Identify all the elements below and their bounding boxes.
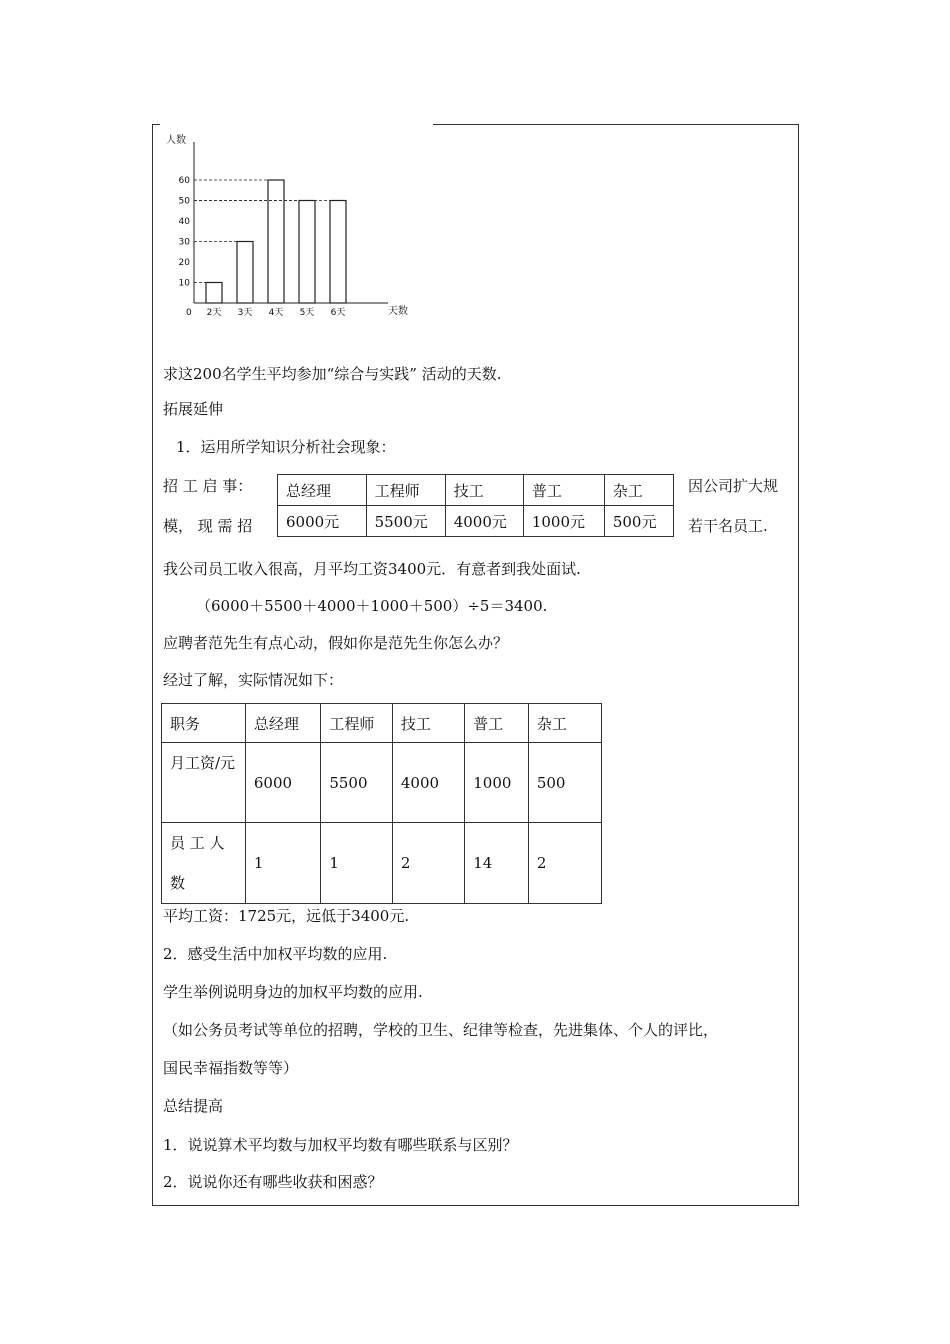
table-cell: 1000元 (523, 506, 604, 537)
y-tick-label: 20 (178, 258, 190, 268)
table-cell: 总经理 (278, 475, 367, 506)
table-cell: 4000 (392, 743, 464, 823)
bar (268, 180, 284, 303)
y-tick-label: 50 (178, 196, 190, 207)
table-row (162, 743, 602, 823)
claim-text: 我公司员工收入很高，月平均工资3400元．有意者到我处面试. (163, 560, 581, 578)
ad-salary-table (277, 474, 674, 537)
table-cell (162, 823, 246, 904)
paren-line-2: 国民幸福指数等等） (163, 1059, 299, 1077)
ad-right-2: 若干名员工. (688, 517, 768, 535)
table-cell: 1000 (465, 743, 529, 823)
table-cell: 1 (321, 823, 393, 904)
bar (299, 201, 315, 304)
question-text: 求这200名学生平均参加“综合与实践” 活动的天数. (163, 365, 502, 383)
frame-top-border (433, 124, 798, 125)
table-cell (162, 743, 246, 823)
table-cell: 6000 (245, 743, 320, 823)
table-cell: 2 (528, 823, 601, 904)
origin-label: 0 (186, 308, 192, 318)
section-heading-extend: 拓展延伸 (163, 400, 224, 418)
table-cell: 500元 (604, 506, 673, 537)
applicant-text: 应聘者范先生有点心动，假如你是范先生你怎么办？ (163, 634, 509, 652)
x-tick-label: 2天 (206, 308, 222, 318)
table-cell: 14 (465, 823, 529, 904)
table-cell: 技工 (445, 475, 523, 506)
y-tick-label: 60 (178, 176, 190, 186)
actual-text: 经过了解，实际情况如下： (163, 671, 344, 689)
table-cell: 杂工 (528, 704, 601, 743)
y-tick-label: 30 (178, 237, 190, 248)
table-row (162, 823, 602, 904)
table-cell: 职务 (162, 704, 246, 743)
section-heading-summary: 总结提高 (163, 1097, 224, 1115)
x-tick-label: 6天 (330, 308, 346, 318)
bar (237, 242, 253, 304)
bar-chart (160, 128, 430, 324)
ad-left-2: 模， 现 需 招 (163, 517, 253, 535)
y-tick-label: 10 (178, 278, 190, 289)
actual-salary-table (161, 703, 602, 904)
table-cell: 工程师 (321, 704, 393, 743)
y-tick-label: 40 (178, 217, 190, 227)
table-cell: 5500 (321, 743, 393, 823)
table-row (278, 475, 674, 506)
table-row (278, 506, 674, 537)
x-tick-label: 5天 (299, 308, 315, 318)
bar (206, 283, 222, 304)
table-cell: 1 (245, 823, 320, 904)
formula-text: （6000＋5500＋4000＋1000＋500）÷5＝3400. (196, 597, 548, 615)
item-1: 1．运用所学知识分析社会现象： (176, 438, 396, 456)
table-row (162, 704, 602, 743)
ad-left-1: 招 工 启 事： (163, 477, 253, 495)
x-tick-label: 4天 (268, 308, 284, 318)
bar (330, 201, 346, 304)
table-cell: 工程师 (366, 475, 445, 506)
item-2: 2．感受生活中加权平均数的应用. (163, 945, 388, 963)
example-text: 学生举例说明身边的加权平均数的应用. (163, 983, 423, 1001)
table-cell: 6000元 (278, 506, 367, 537)
y-axis-label: 人数 (166, 135, 186, 146)
ad-right-1: 因公司扩大规 (688, 477, 779, 495)
x-axis-label: 天数 (388, 306, 408, 317)
table-cell: 杂工 (604, 475, 673, 506)
table-cell: 500 (528, 743, 601, 823)
paren-line-1: （如公务员考试等单位的招聘，学校的卫生、纪律等检查，先进集体、个人的评比， (163, 1021, 719, 1039)
table-cell: 5500元 (366, 506, 445, 537)
row-label-wage: 月工资/元 (170, 754, 236, 772)
table-cell: 普工 (465, 704, 529, 743)
table-cell: 2 (392, 823, 464, 904)
row-label-count: 员 工 人 数 (170, 834, 225, 892)
summary-question-1: 1．说说算术平均数与加权平均数有哪些联系与区别？ (163, 1136, 518, 1154)
avg-wage-text: 平均工资：1725元，远低于3400元. (163, 907, 410, 925)
table-cell: 技工 (392, 704, 464, 743)
table-cell: 4000元 (445, 506, 523, 537)
x-tick-label: 3天 (237, 308, 253, 318)
table-cell: 普工 (523, 475, 604, 506)
summary-question-2: 2．说说你还有哪些收获和困惑？ (163, 1173, 383, 1191)
frame-top-tick (152, 124, 160, 125)
table-cell: 总经理 (245, 704, 320, 743)
